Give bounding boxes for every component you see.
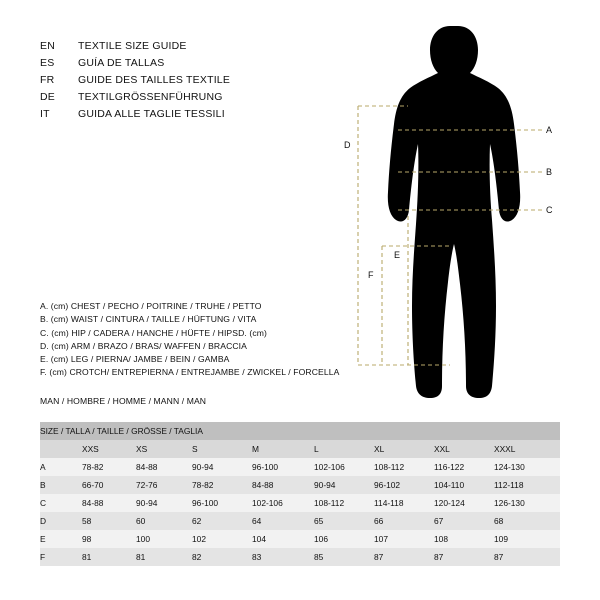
column-header-s: S [192,444,198,454]
legend-line-c: C. (cm) HIP / CADERA / HANCHE / HÜFTE / HIPSD. (cm) [40,327,267,338]
cell: 108 [434,534,448,544]
cell: 104-110 [434,480,465,490]
language-title: TEXTILE SIZE GUIDE [78,40,187,52]
cell: 72-76 [136,480,158,490]
column-header-m: M [252,444,259,454]
language-code: EN [40,40,55,52]
row-label: F [40,552,46,562]
marker-b: B [546,167,553,177]
table-row [40,494,560,512]
cell: 87 [434,552,444,562]
cell: 78-82 [192,480,214,490]
cell: 90-94 [314,480,336,490]
cell: 78-82 [82,462,104,472]
cell: 66-70 [82,480,104,490]
row-label: B [40,480,46,490]
row-label: A [40,462,46,472]
cell: 84-88 [136,462,158,472]
column-header-l: L [314,444,319,454]
cell: 102-106 [252,498,283,508]
cell: 106 [314,534,328,544]
cell: 96-102 [374,480,401,490]
language-title: GUIDE DES TAILLES TEXTILE [78,74,231,86]
column-header [40,440,82,458]
table-title-row [40,422,560,440]
row-label: C [40,498,47,508]
cell: 81 [136,552,146,562]
language-row [40,89,340,106]
marker-d: D [344,140,351,150]
language-code: IT [40,108,50,120]
body-measurement-figure [330,20,580,410]
row-label: D [40,516,47,526]
cell: 90-94 [192,462,214,472]
legend-line-b: B. (cm) WAIST / CINTURA / TAILLE / HÜFTUNG / VITA [40,314,257,325]
marker-a: A [546,125,553,135]
cell: 64 [252,516,262,526]
cell: 58 [82,516,92,526]
size-table-container [40,422,560,566]
cell: 100 [136,534,150,544]
table-row [40,548,560,566]
cell: 84-88 [252,480,274,490]
cell: 108-112 [314,498,345,508]
marker-c: C [546,205,553,215]
cell: 102 [192,534,206,544]
language-title: TEXTILGRÖSSENFÜHRUNG [78,91,223,103]
cell: 126-130 [494,498,525,508]
cell: 104 [252,534,266,544]
cell: 120-124 [434,498,465,508]
cell: 60 [136,516,146,526]
marker-e: E [394,250,401,260]
language-row [40,38,340,55]
language-title: GUÍA DE TALLAS [78,57,165,69]
table-row [40,476,560,494]
language-code: FR [40,74,55,86]
cell: 66 [374,516,384,526]
language-row [40,106,340,123]
legend-line-e: E. (cm) LEG / PIERNA/ JAMBE / BEIN / GAMBA [40,354,230,365]
language-title: GUIDA ALLE TAGLIE TESSILI [78,108,225,120]
column-header-xs: XS [136,444,148,454]
cell: 98 [82,534,92,544]
cell: 96-100 [192,498,219,508]
cell: 67 [434,516,444,526]
cell: 87 [374,552,384,562]
table-column-header-row [40,440,560,458]
cell: 81 [82,552,92,562]
cell: 82 [192,552,202,562]
cell: 85 [314,552,324,562]
language-row [40,55,340,72]
cell: 116-122 [434,462,465,472]
cell: 124-130 [494,462,525,472]
cell: 68 [494,516,504,526]
cell: 107 [374,534,388,544]
measurement-legend [40,300,360,380]
legend-line-a: A. (cm) CHEST / PECHO / POITRINE / TRUHE / PETTO [40,301,262,311]
cell: 65 [314,516,324,526]
row-label: E [40,534,46,544]
cell: 62 [192,516,202,526]
cell: 102-106 [314,462,345,472]
table-row [40,530,560,548]
language-code: DE [40,91,55,103]
marker-f: F [368,270,374,280]
cell: 96-100 [252,462,279,472]
column-header-xxl: XXL [434,444,450,454]
language-title-block [40,38,340,123]
cell: 112-118 [494,480,524,490]
legend-line-f: F. (cm) CROTCH/ ENTREPIERNA / ENTREJAMBE / ZWICKEL / FORCELLA [40,367,340,378]
cell: 90-94 [136,498,158,508]
language-code: ES [40,57,55,69]
cell: 83 [252,552,262,562]
column-header-xxs: XXS [82,444,99,454]
column-header-xl: XL [374,444,385,454]
cell: 114-118 [374,498,404,508]
cell: 108-112 [374,462,405,472]
table-row [40,458,560,476]
column-header-xxxl: XXXL [494,444,516,454]
cell: 84-88 [82,498,104,508]
table-title: SIZE / TALLA / TAILLE / GRÖSSE / TAGLIA [40,426,203,436]
legend-line-d: D. (cm) ARM / BRAZO / BRAS/ WAFFEN / BRACCIA [40,340,248,351]
cell: 87 [494,552,504,562]
language-row [40,72,340,89]
cell: 109 [494,534,508,544]
gender-label: MAN / HOMBRE / HOMME / MANN / MAN [40,396,207,406]
table-row [40,512,560,530]
size-table [40,422,560,566]
